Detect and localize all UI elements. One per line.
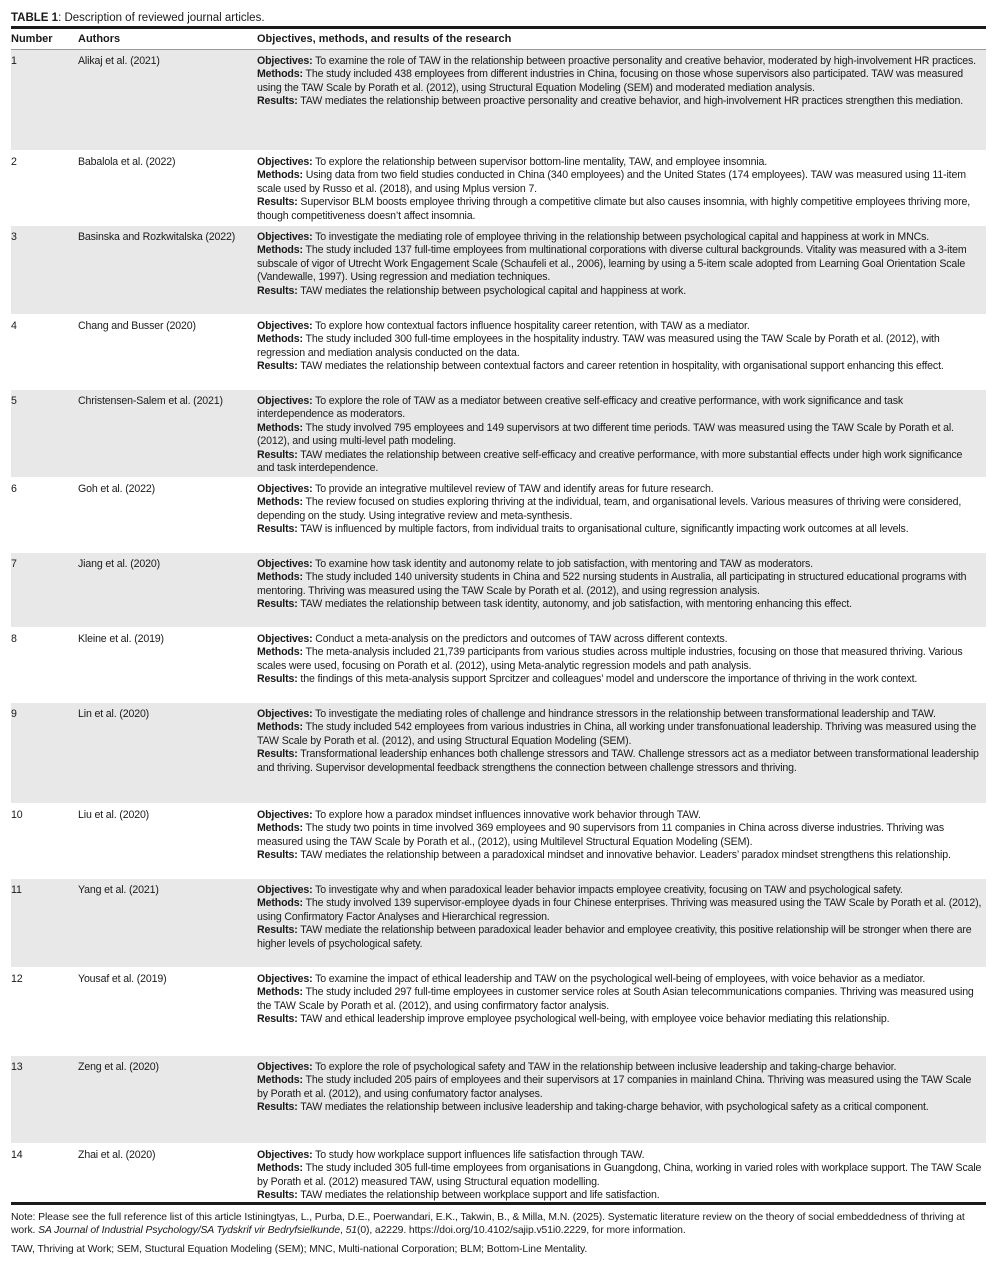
results-text: TAW mediates the relationship between workplace support and life satisfaction. [300,1189,660,1202]
row-content [257,1061,986,1143]
row-authors: Christensen-Salem et al. (2021) [78,395,223,407]
objectives-label: Objectives: [257,558,313,570]
row-number: 9 [11,708,17,720]
row-number: 6 [11,483,17,495]
row-content [257,884,986,967]
objectives-line [257,633,982,646]
methods-text: The meta-analysis included 21,739 participants from various studies across multiple industries, focusing on those that measured thriving. Various scales were used, focusing on Porath et al. (2012), using Meta-analytic regression models and path analysis. [257,646,963,672]
methods-line [257,333,982,360]
methods-text: The study included 205 pairs of employees and their supervisors at 17 companies in mainland China. Thriving was measured using the TAW Scale by Porath et al. (2012), and using confumatory factor analyses. [257,1074,972,1100]
objectives-label: Objectives: [257,320,313,332]
results-line [257,598,982,611]
row-content [257,809,986,878]
row-number: 7 [11,558,17,570]
objectives-text: Conduct a meta-analysis on the predictors and outcomes of TAW across different contexts. [315,633,728,645]
results-line [257,673,982,686]
methods-line [257,68,982,95]
methods-line [257,897,982,924]
row-authors: Goh et al. (2022) [78,483,155,495]
row-content [257,973,986,1055]
results-line [257,285,982,298]
objectives-text: To investigate the mediating role of employee thriving in the relationship between psychological capital and happiness at work in MNCs. [315,231,930,243]
objectives-text: To explore the role of psychological safety and TAW in the relationship between inclusive leadership and taking-charge behavior. [315,1061,897,1073]
results-line [257,748,982,775]
row-number: 11 [11,884,22,896]
objectives-label: Objectives: [257,156,313,168]
objectives-text: To examine how task identity and autonomy relate to job satisfaction, with mentoring and TAW as moderators. [315,558,813,570]
objectives-label: Objectives: [257,1061,313,1073]
objectives-line [257,973,982,986]
results-text: Supervisor BLM boosts employee thriving through a competitive climate but also causes insomnia, with highly competitive employees thriving more, though competitiveness doesn’t affect insomnia. [257,196,971,222]
methods-line [257,646,982,673]
row-authors: Basinska and Rozkwitalska (2022) [78,231,236,243]
objectives-line [257,320,982,333]
methods-line [257,721,982,748]
methods-label: Methods: [257,169,303,182]
row-authors: Yang et al. (2021) [78,884,159,896]
table-row [11,879,986,968]
objectives-label: Objectives: [257,483,313,495]
objectives-text: To explore the role of TAW as a mediator between creative self-efficacy and creative performance, with work significance and task interdependence as moderators. [257,395,904,421]
methods-line [257,571,982,598]
row-number: 12 [11,973,23,985]
table-abbreviations: TAW, Thriving at Work; SEM, Stuctural Equation Modeling (SEM); MNC, Multi-national Corporation; BLM; Bottom-Line Mentality. [11,1243,588,1255]
results-text: TAW and ethical leadership improve employee psychological well-being, with employee voice behavior mediating this relationship. [300,1013,890,1026]
table-row [11,478,986,553]
objectives-line [257,483,982,496]
objectives-text: To examine the impact of ethical leadership and TAW on the psychological well-being of employees, with voice behavior as a mediator. [315,973,926,985]
row-number: 8 [11,633,17,645]
methods-text: The study included 140 university students in China and 522 nursing students in Australia, all participating in structured educational programs with mentoring. Thriving was measured using the TAW Scale by Porath et al. (2012), and using regression analysis. [257,571,967,597]
table-container [11,10,986,1256]
results-label: Results: [257,924,298,937]
results-label: Results: [257,673,298,686]
row-authors: Liu et al. (2020) [78,809,150,821]
row-authors: Kleine et al. (2019) [78,633,164,645]
objectives-line [257,1149,982,1162]
objectives-line [257,558,982,571]
row-authors: Babalola et al. (2022) [78,156,176,168]
objectives-label: Objectives: [257,973,313,985]
table-row [11,315,986,390]
methods-text: The study included 300 full-time employees in the hospitality industry. TAW was measured using the TAW Scale by Porath et al. (2012), with regression and mediation analysis conducted on the data. [257,333,940,359]
objectives-line [257,809,982,822]
results-line [257,924,982,951]
row-authors: Jiang et al. (2020) [78,558,160,570]
table-body [11,50,986,1202]
results-line [257,196,982,223]
methods-text: The study included 305 full-time employees from organisations in Guangdong, China, working in varied roles with workplace support. The TAW Scale by Porath et al. (2012) measured TAW, using Structural equation modelling. [257,1162,982,1188]
objectives-text: To investigate why and when paradoxical leader behavior impacts employee creativity, focusing on TAW and psychological safety. [315,884,903,896]
note-journal: SA Journal of Industrial Psychology/SA Tydskrif vir Bedryfsielkunde [38,1225,341,1237]
results-line [257,360,982,373]
row-content [257,633,986,702]
row-content [257,231,986,314]
objectives-label: Objectives: [257,809,313,821]
methods-text: The study included 297 full-time employees in customer service roles at South Asian telecommunications companies. Thriving was measured using the TAW Scale by Porath et al. (2012), and using confirmatory factor analysis. [257,986,974,1012]
results-line [257,523,982,536]
objectives-line [257,156,982,169]
row-content [257,1149,986,1201]
table-row [11,390,986,478]
methods-text: The study two points in time involved 369 employees and 90 supervisors from 11 companies in China across diverse industries. Thriving was measured using the TAW Scale by Porath et al., (2012), using Multilevel Structural Equation Modeling (SEM). [257,822,945,848]
methods-line [257,1074,982,1101]
results-label: Results: [257,748,298,761]
results-label: Results: [257,95,298,108]
objectives-text: To investigate the mediating roles of challenge and hindrance stressors in the relationship between transformational leadership and TAW. [315,708,936,720]
methods-line [257,496,982,523]
methods-label: Methods: [257,897,303,910]
methods-label: Methods: [257,986,303,999]
methods-line [257,822,982,849]
objectives-label: Objectives: [257,55,313,67]
results-label: Results: [257,284,298,297]
row-authors: Zhai et al. (2020) [78,1149,156,1161]
methods-label: Methods: [257,721,303,734]
table-row [11,804,986,879]
objectives-line [257,1061,982,1074]
objectives-label: Objectives: [257,231,313,243]
methods-label: Methods: [257,244,303,257]
note-sep: , [340,1225,346,1237]
objectives-text: To examine the role of TAW in the relationship between proactive personality and creative behavior, moderated by high-involvement HR practices. [315,55,976,67]
caption-text: : Description of reviewed journal articles. [58,12,265,24]
methods-label: Methods: [257,822,303,835]
methods-label: Methods: [257,646,303,659]
table-row [11,703,986,804]
methods-label: Methods: [257,1074,303,1087]
results-label: Results: [257,1013,298,1026]
objectives-label: Objectives: [257,1149,313,1161]
objectives-line [257,395,982,422]
results-line [257,849,982,862]
row-authors: Yousaf et al. (2019) [78,973,167,985]
header-number: Number [11,33,53,45]
methods-text: The study included 137 full-time employees from multinational corporations with diverse cultural backgrounds. Vitality was measured with a 3-item subscale of vigor of Utrecht Work Engagement Scale (Schaufeli et al., 2006), learning by using a 5-item scale adopted from Learning Goal Orientation Scale (Vandewalle, 1997). Using regression and mediation techniques. [257,244,967,284]
table-row [11,628,986,703]
methods-line [257,169,982,196]
methods-label: Methods: [257,421,303,434]
table-caption [11,10,986,26]
methods-text: The study included 438 employees from different industries in China, focusing on those whose supervisors also participated. TAW was measured using the TAW Scale by Porath et al. (2012), using Structural Equation Modeling (SEM) and moderated mediation analysis. [257,68,964,94]
row-number: 2 [11,156,17,168]
results-text: TAW mediates the relationship between creative self-efficacy and creative performance, with more substantial effects under high work significance and task interdependence. [257,448,963,475]
methods-line [257,244,982,284]
row-authors: Alikaj et al. (2021) [78,55,160,67]
results-label: Results: [257,1101,298,1114]
table-row [11,1056,986,1144]
row-authors: Lin et al. (2020) [78,708,150,720]
row-number: 10 [11,809,23,821]
methods-text: The study included 542 employees from various industries in China, all working under transfonuational leadership. Thriving was measured using the TAW Scale by Porath et al. (2012), and using Structural Equation Modeling (SEM). [257,721,977,747]
table-header [11,29,986,50]
results-line [257,1013,982,1026]
methods-text: Using data from two field studies conducted in China (340 employees) and the United States (174 employees). TAW was measured using 11-item scale used by Russo et al. (2018), and using Mplus version 7. [257,169,966,195]
results-text: TAW mediate the relationship between paradoxical leader behavior and employee creativity, this positive relationship will be stronger when there are higher levels of psychological safety. [257,924,972,950]
results-text: TAW is influenced by multiple factors, from individual traits to organisational culture, significantly impacting work outcomes at all levels. [300,523,909,536]
objectives-text: To explore how contextual factors influence hospitality career retention, with TAW as a mediator. [315,320,750,332]
row-number: 5 [11,395,17,407]
results-text: Transformational leadership enhances both challenge stressors and TAW. Challenge stressors act as a mediator between transformational leadership and thriving. Supervisor developmental feedback strengthens the connection between challenge stressors and thriving. [257,748,979,774]
table-row [11,553,986,628]
objectives-text: To study how workplace support influences life satisfaction through TAW. [315,1149,645,1161]
results-line [257,1189,982,1202]
methods-line [257,986,982,1013]
results-text: TAW mediates the relationship between task identity, autonomy, and job satisfaction, with mentoring enhancing this effect. [300,598,852,611]
table-bottom-rule [11,1202,986,1205]
row-number: 4 [11,320,17,332]
results-label: Results: [257,598,298,611]
results-line [257,1101,982,1114]
note-suffix: (0), a2229. https://doi.org/10.4102/sajip.v51i0.2229, for more information. [356,1225,686,1237]
header-content: Objectives, methods, and results of the research [257,33,512,45]
row-content [257,320,986,389]
table-row [11,968,986,1056]
row-content [257,483,986,552]
results-label: Results: [257,448,298,461]
objectives-text: To explore how a paradox mindset influences innovative work behavior through TAW. [315,809,701,821]
objectives-text: To explore the relationship between supervisor bottom-line mentality, TAW, and employee insomnia. [315,156,768,168]
caption-label: TABLE 1 [11,12,59,24]
methods-label: Methods: [257,496,303,509]
results-label: Results: [257,523,298,536]
results-label: Results: [257,849,298,862]
results-label: Results: [257,360,298,373]
objectives-line [257,884,982,897]
results-line [257,449,982,476]
note-volume: 51 [345,1225,357,1237]
methods-text: The study involved 139 supervisor-employee dyads in four Chinese enterprises. Thriving was measured using the TAW Scale by Porath et al. (2012), using Confirmatory Factor Analyses and Hierarchical regression. [257,897,982,923]
methods-text: The review focused on studies exploring thriving at the individual, team, and organisational levels. Various measures of thriving were considered, depending on the study. Using integrative review and meta-synthesis. [257,496,962,522]
table-row [11,226,986,315]
objectives-text: To provide an integrative multilevel review of TAW and identify areas for future research. [315,483,714,495]
methods-label: Methods: [257,68,303,81]
results-label: Results: [257,196,298,209]
row-number: 13 [11,1061,23,1073]
methods-label: Methods: [257,1162,303,1175]
row-number: 14 [11,1149,23,1161]
results-label: Results: [257,1189,298,1202]
results-line [257,95,982,108]
objectives-line [257,55,982,68]
header-authors: Authors [78,33,121,45]
results-text: the findings of this meta-analysis support Sprcitzer and colleagues’ model and underscore the importance of thriving in the work context. [300,673,918,686]
table-row [11,1144,986,1202]
objectives-line [257,231,982,244]
methods-text: The study involved 795 employees and 149 supervisors at two different time periods. TAW was measured using the TAW Scale by Porath et al. (2012), and using multi-level path modeling. [257,421,954,448]
row-content [257,156,986,225]
objectives-line [257,708,982,721]
row-content [257,395,986,477]
results-text: TAW mediates the relationship between a paradoxical mindset and innovative behavior. Leaders’ paradox mindset strengthens this relationship. [300,849,951,862]
methods-line [257,422,982,449]
objectives-label: Objectives: [257,395,313,407]
row-authors: Zeng et al. (2020) [78,1061,159,1073]
table-row [11,151,986,226]
row-content [257,55,986,150]
results-text: TAW mediates the relationship between contextual factors and career retention in hospitality, with organisational support enhancing this effect. [300,360,944,373]
table-row [11,50,986,151]
methods-label: Methods: [257,333,303,346]
methods-label: Methods: [257,571,303,584]
results-text: TAW mediates the relationship between psychological capital and happiness at work. [300,284,686,297]
row-content [257,708,986,803]
results-text: TAW mediates the relationship between proactive personality and creative behavior, and high-involvement HR practices strengthen this mediation. [300,95,964,108]
row-number: 3 [11,231,17,243]
note-text: Note: Please see the full reference list of this article Istiningtyas, L., Purba, D.E., Poerwandari, E.K., Takwin, B., & Milla, M.N. (2025). Systematic literature review on the theory of social embeddedness of thriving at work. [11,1212,965,1237]
table-note [11,1211,986,1238]
objectives-label: Objectives: [257,633,313,645]
objectives-label: Objectives: [257,708,313,720]
row-authors: Chang and Busser (2020) [78,320,196,332]
row-content [257,558,986,627]
methods-line [257,1162,982,1189]
results-text: TAW mediates the relationship between inclusive leadership and taking-charge behavior, with psychological safety as a critical component. [300,1101,929,1114]
objectives-label: Objectives: [257,884,313,896]
row-number: 1 [11,55,17,67]
